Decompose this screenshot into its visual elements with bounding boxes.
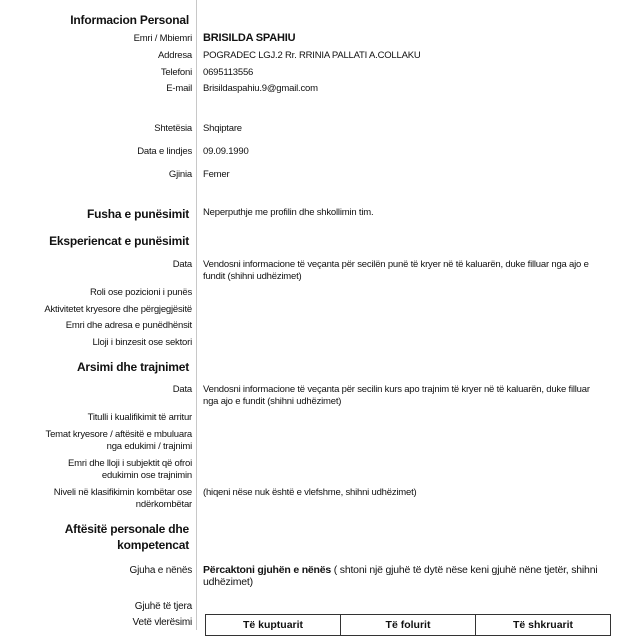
other-languages-label: Gjuhë të tjera [134, 601, 192, 612]
level-label: Niveli në klasifikimin kombëtar ose ndërkombëtar [53, 487, 192, 510]
col-understanding: Të kuptuarit [206, 615, 341, 635]
mother-tongue-value [203, 564, 603, 588]
activities-label: Aktivitetet kryesore dhe përgjegjësitë [44, 304, 192, 315]
self-assessment-label: Vetë vlerësimi [132, 617, 192, 628]
role-label: Roli ose pozicioni i punës [90, 287, 192, 298]
gender-label: Gjinia [168, 169, 192, 180]
section-experience-heading: Eksperiencat e punësimit [49, 234, 189, 248]
birthdate-label: Data e lindjes [137, 146, 192, 157]
birthdate-value: 09.09.1990 [203, 146, 249, 157]
subjects-label: Temat kryesore / aftësitë e mbuluara nga edukimi / trajnimi [45, 429, 192, 452]
education-date-value: Vendosni informacione të veçanta për secilin kurs apo trajnim të kryer në të kaluarën, duke filluar nga ajo e fundit (shihni udhëzimet) [203, 384, 590, 407]
section-personal-heading: Informacion Personal [70, 13, 189, 27]
phone-label: Telefoni [160, 67, 192, 78]
address-label: Addresa [158, 50, 192, 61]
name-label: Emri / Mbiemri [133, 33, 192, 44]
phone-value: 0695113556 [203, 67, 254, 78]
column-divider [196, 0, 197, 630]
experience-date-value: Vendosni informacione të veçanta për secilën punë të kryer në të kaluarën, duke filluar nga ajo e fundit (shihni udhëzimet) [203, 259, 589, 282]
institution-label: Emri dhe lloji i subjektit që ofroi edukimin ose trajnimin [68, 458, 192, 481]
mother-tongue-note: ( shtoni një gjuhë të dytë nëse keni gjuhë nëne tjetër, shihni udhëzimet) [203, 564, 598, 588]
language-table-header [205, 614, 611, 636]
section-education-heading: Arsimi dhe trajnimet [76, 360, 189, 374]
gender-value: Femer [203, 169, 230, 180]
section-field-heading: Fusha e punësimit [87, 207, 189, 221]
education-date-label: Data [172, 384, 192, 395]
mother-tongue-bold: Përcaktoni gjuhën e nënës [203, 564, 332, 576]
experience-date-label: Data [172, 259, 192, 270]
nationality-value: Shqiptare [203, 123, 242, 134]
employer-label: Emri dhe adresa e punëdhënsit [65, 320, 192, 331]
sector-label: Lloji i binzesit ose sektori [92, 337, 192, 348]
col-speaking: Të folurit [341, 615, 476, 635]
level-value: (hiqeni nëse nuk është e vlefshme, shihni udhëzimet) [203, 487, 417, 498]
section-skills-heading: Aftësitë personale dhe kompetencat [64, 522, 189, 552]
email-value: Brisildaspahiu.9@gmail.com [203, 83, 318, 94]
mother-tongue-label: Gjuha e nënës [129, 565, 192, 576]
field-value: Neperputhje me profilin dhe shkollimin tim. [203, 207, 374, 218]
qualification-label: Titulli i kualifikimit të arritur [87, 412, 192, 423]
nationality-label: Shtetësia [154, 123, 192, 134]
email-label: E-mail [166, 83, 192, 94]
address-value: POGRADEC LGJ.2 Rr. RRINIA PALLATI A.COLLAKU [203, 50, 421, 61]
name-value: BRISILDA SPAHIU [203, 32, 296, 44]
col-writing: Të shkruarit [512, 619, 574, 631]
